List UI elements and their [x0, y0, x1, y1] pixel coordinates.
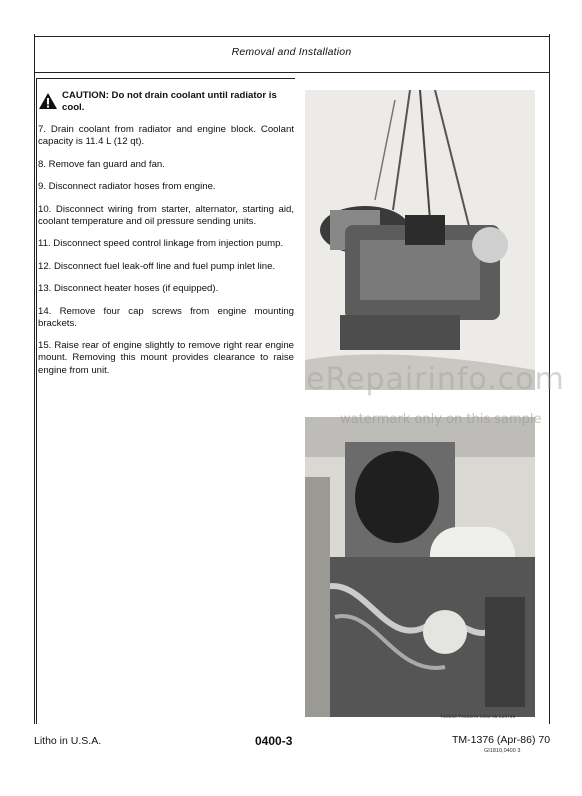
header-rule	[34, 36, 549, 37]
step-7: 7. Drain coolant from radiator and engine block. Coolant capacity is 11.4 L (12 qt).	[38, 124, 294, 148]
manual-id: TM-1376 (Apr-86) 70	[452, 734, 551, 746]
engine-compartment-photo	[305, 417, 535, 717]
photo-caption: TS0244 T0365AX 0400 05 220786	[440, 714, 516, 719]
watermark-site: eRepairinfo.com	[306, 362, 565, 397]
footer-litho: Litho in U.S.A.	[34, 735, 102, 747]
page-header-title: Removal and Installation	[231, 46, 352, 58]
step-11: 11. Disconnect speed control linkage from injection pump.	[38, 238, 284, 250]
caution-note	[38, 90, 294, 114]
section-divider	[34, 72, 549, 73]
step-9: 9. Disconnect radiator hoses from engine.	[38, 181, 216, 193]
step-12: 12. Disconnect fuel leak-off line and fuel pump inlet line.	[38, 260, 276, 272]
step-13: 13. Disconnect heater hoses (if equipped).	[38, 283, 219, 295]
watermark-note: watermark only on this sample	[340, 412, 542, 427]
warning-triangle-icon	[38, 92, 58, 110]
step-15: 15. Raise rear of engine slightly to remove right rear engine mount. Removing this mount provides clearance to raise engine from unit.	[38, 340, 294, 376]
step-8: 8. Remove fan guard and fan.	[38, 158, 165, 170]
instructions-column	[38, 90, 294, 387]
step-14: 14. Remove four cap screws from engine mounting brackets.	[38, 305, 294, 329]
engine-hoist-photo	[305, 90, 535, 390]
page-number: 0400-3	[255, 734, 293, 748]
footer-code: GI1810,0400 3	[484, 748, 521, 754]
step-10: 10. Disconnect wiring from starter, alternator, starting aid, coolant temperature and oil pressure sending units.	[38, 203, 294, 227]
caution-text: CAUTION: Do not drain coolant until radiator is cool.	[62, 90, 277, 114]
